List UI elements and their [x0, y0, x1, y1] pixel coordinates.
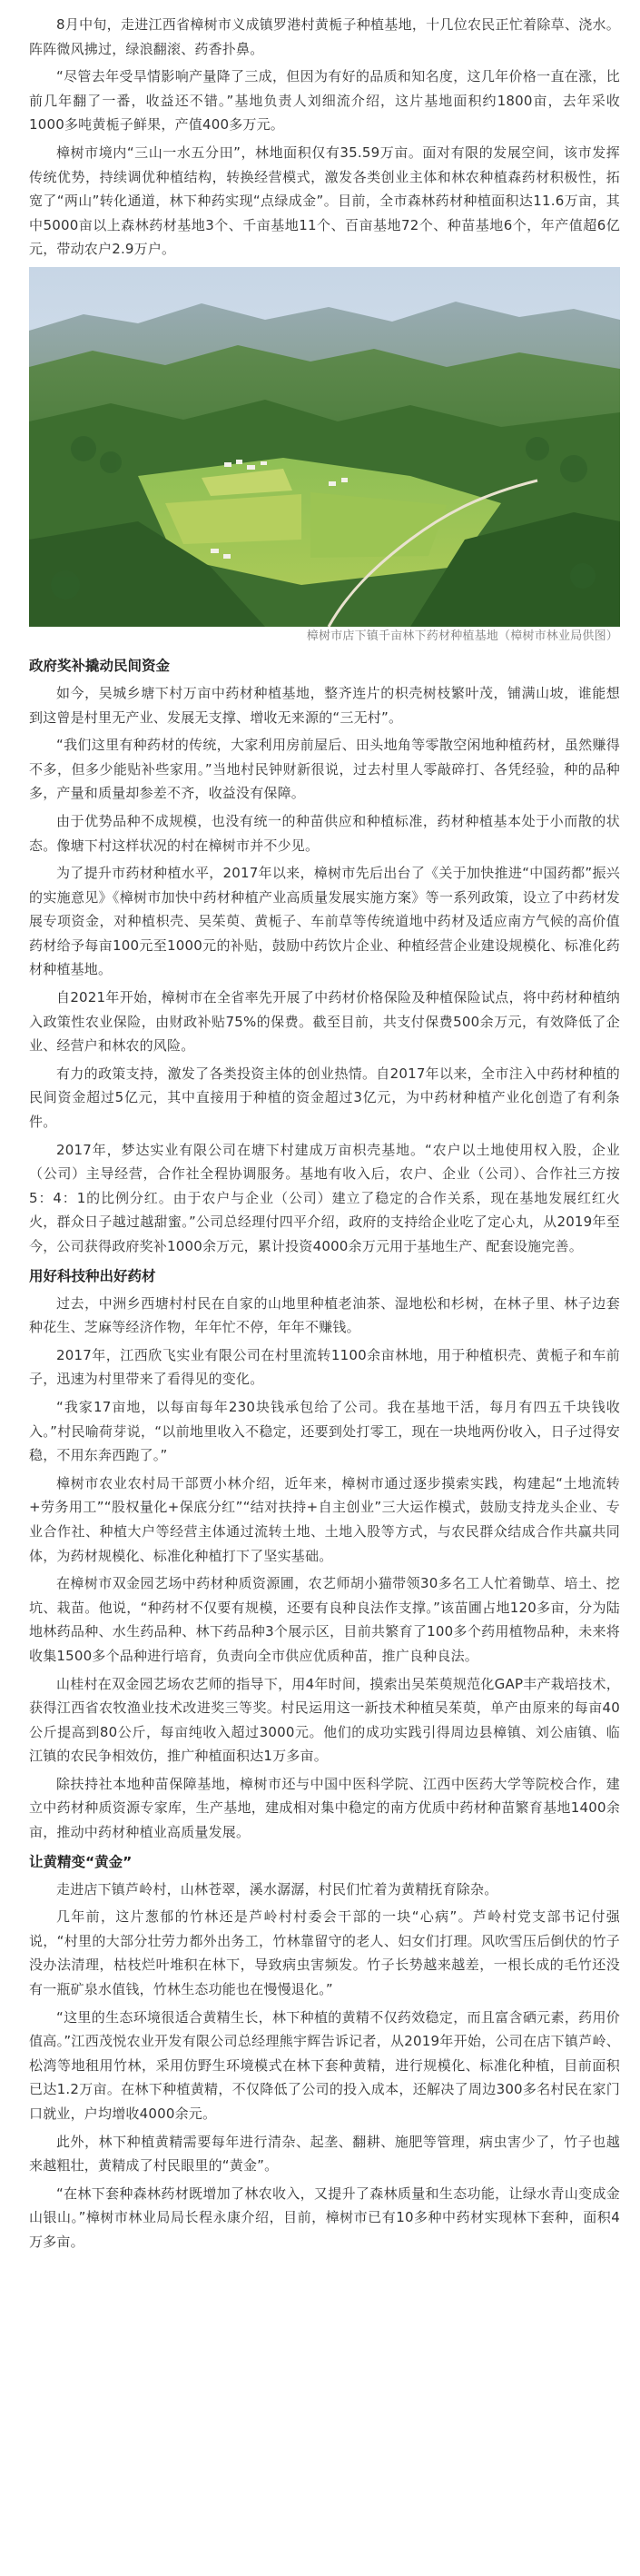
section-paragraph: 此外，林下种植黄精需要每年进行清杂、起垄、翻耕、施肥等管理，病虫害少了，竹子也越来越粗壮，黄精成了村民眼里的“黄金”。	[29, 2133, 620, 2175]
section-paragraph: 2017年，梦达实业有限公司在塘下村建成万亩枳壳基地。“农户以土地使用权入股，企业（公司）主导经营，合作社全程协调服务。基地有收入后，农户、企业（公司）、合作社三方按5：4：1的比例分红。由于农户与企业（公司）建立了稳定的合作关系，现在基地发展红红火火，群众日子越过越甜蜜。”公司总经理付四平介绍，政府的支持给企业吃了定心丸，从2019年至今，公司获得政府奖补1000余万元，累计投资4000余万元用于基地生产、配套设施完善。	[29, 1141, 620, 1254]
section-heading: 用好科技种出好药材	[29, 1267, 156, 1284]
section-paragraph: 过去，中洲乡西塘村村民在自家的山地里种植老油茶、湿地松和杉树，在林子里、林子边套种花生、芝麻等经济作物，年年忙不停，年年不赚钱。	[29, 1294, 620, 1336]
section-paragraph: 如今，吴城乡塘下村万亩中药材种植基地，整齐连片的枳壳树枝繁叶茂，铺满山坡，谁能想到这曾是村里无产业、发展无支撑、增收无来源的“三无村”。	[29, 684, 620, 726]
photo-figure	[29, 267, 620, 647]
section-paragraph: “这里的生态环境很适合黄精生长，林下种植的黄精不仅药效稳定，而且富含硒元素，药用价值高。”江西茂悦农业开发有限公司总经理熊宇辉告诉记者，从2019年开始，公司在店下镇芦岭、松湾等地租用竹林，采用仿野生环境模式在林下套种黄精，进行规模化、标准化种植，目前面积已达1.2万亩。在林下种植黄精，不仅降低了公司的投入成本，还解决了周边300多名村民在家门口就业，户均增收4000余元。	[29, 2008, 620, 2122]
landscape-photo	[29, 267, 620, 627]
intro-paragraph: “尽管去年受旱情影响产量降了三成，但因为有好的品质和知名度，这几年价格一直在涨，比前几年翻了一番，收益还不错。”基地负责人刘细流介绍，这片基地面积约1800亩，去年采收1000多吨黄栀子鲜果，产值400多万元。	[29, 68, 620, 134]
intro-paragraph: 樟树市境内“三山一水五分田”，林地面积仅有35.59万亩。面对有限的发展空间，该市发挥传统优势，持续调优种植结构，转换经营模式，激发各类创业主体和林农种植森药材积极性，拓宽了“两山”转化通道，林下种药实现“点绿成金”。目前，全市森林药材种植面积达11.6万亩，其中5000亩以上森林药材基地3个、千亩基地11个、百亩基地72个、种苗基地6个，年产值超6亿元，带动农户2.9万户。	[29, 144, 620, 258]
section-policy	[29, 654, 620, 1259]
section-paragraph: 自2021年开始，樟树市在全省率先开展了中药材价格保险及种植保险试点，将中药材种植纳入政策性农业保险，由财政补贴75%的保费。截至目前，共支付保费500余万元，有效降低了企业、经营户和林农的风险。	[29, 989, 620, 1055]
section-paragraph: “我家17亩地，以每亩每年230块钱承包给了公司。我在基地干活，每月有四五千块钱收入。”村民喻荷芽说，“以前地里收入不稳定，还要到处打零工，现在一块地两份收入，日子过得安稳，不用东奔西跑了。”	[29, 1398, 620, 1464]
intro-paragraph: 8月中旬，走进江西省樟树市义成镇罗港村黄栀子种植基地，十几位农民正忙着除草、浇水。阵阵微风拂过，绿浪翻滚、药香扑鼻。	[29, 16, 620, 57]
section-heading: 政府奖补撬动民间资金	[29, 657, 171, 674]
section-heading: 让黄精变“黄金”	[29, 1853, 133, 1870]
photo-caption: 樟树市店下镇千亩林下药材种植基地（樟树市林业局供图）	[306, 629, 618, 643]
section-huangjing	[29, 1850, 620, 2254]
section-paragraph: 樟树市农业农村局干部贾小林介绍，近年来，樟树市通过逐步摸索实践，构建起“土地流转+劳务用工”“股权量化+保底分红”“结对扶持+自主创业”三大运作模式，鼓励支持龙头企业、专业合作社、种植大户等经营主体通过流转土地、土地入股等方式，与农民群众结成合作共赢共同体，为药材规模化、标准化种植打下了坚实基础。	[29, 1474, 620, 1564]
section-paragraph: “在林下套种森林药材既增加了林农收入，又提升了森林质量和生态功能，让绿水青山变成金山银山。”樟树市林业局局长程永康介绍，目前，樟树市已有10多种中药材实现林下套种，面积4万多亩。	[29, 2185, 620, 2250]
section-paragraph: 2017年，江西欣飞实业有限公司在村里流转1100余亩林地，用于种植枳壳、黄栀子和车前子，迅速为村里带来了看得见的变化。	[29, 1346, 620, 1388]
section-paragraph: 有力的政策支持，激发了各类投资主体的创业热情。自2017年以来，全市注入中药材种植的民间资金超过5亿元，其中直接用于种植的资金超过3亿元，为中药材种植产业化创造了有利条件。	[29, 1065, 620, 1131]
article-intro	[29, 13, 620, 262]
section-paragraph: 几年前，这片葱郁的竹林还是芦岭村村委会干部的一块“心病”。芦岭村党支部书记付强说，“村里的大部分壮劳力都外出务工，竹林靠留守的老人、妇女们打理。风吹雪压后倒伏的竹子没办法清理，枯枝烂叶堆积在林下，导致病虫害频发。竹子长势越来越差，一根长成的毛竹还没有一瓶矿泉水值钱，竹林生态功能也在慢慢退化。”	[29, 1908, 620, 1998]
section-paragraph: 在樟树市双金园艺场中药材种质资源圃，农艺师胡小猫带领30多名工人忙着锄草、培土、挖坑、栽苗。他说，“种药材不仅要有规模，还要有良种良法作支撑。”该苗圃占地120多亩，分为陆地林药品种、水生药品种、林下药品种3个展示区，目前共繁育了100多个药用植物品种，未来将收集1500多个品种进行培育，负责向全市供应优质种苗，推广良种良法。	[29, 1575, 620, 1664]
section-paragraph: 山桂村在双金园艺场农艺师的指导下，用4年时间，摸索出吴茱萸规范化GAP丰产栽培技术，获得江西省农牧渔业技术改进奖三等奖。村民运用这一新技术种植吴茱萸，单产由原来的每亩40公斤提高到80公斤，每亩纯收入超过3000元。他们的成功实践引得周边县樟镇、刘公庙镇、临江镇的农民争相效仿，推广种植面积达1万多亩。	[29, 1675, 620, 1765]
section-technology	[29, 1264, 620, 1845]
section-paragraph: 除扶持社本地种苗保障基地，樟树市还与中国中医科学院、江西中医药大学等院校合作，建立中药材种质资源专家库，生产基地，建成相对集中稳定的南方优质中药材种苗繁育基地1400余亩，推动中药材种植业高质量发展。	[29, 1775, 620, 1841]
section-paragraph: 走进店下镇芦岭村，山林苍翠，溪水潺潺，村民们忙着为黄精抚育除杂。	[56, 1880, 498, 1897]
section-paragraph: 由于优势品种不成规模，也没有统一的种苗供应和种植标准，药材种植基本处于小而散的状态。像塘下村这样状况的村在樟树市并不少见。	[29, 812, 620, 854]
section-paragraph: “我们这里有种药材的传统，大家利用房前屋后、田头地角等零散空闲地种植药材，虽然赚得不多，但多少能贴补些家用。”当地村民钟财新很说，过去村里人零敲碎打、各凭经验，种的品种多，产量和质量却参差不齐，收益没有保障。	[29, 737, 620, 802]
section-paragraph: 为了提升市药材种植水平，2017年以来，樟树市先后出台了《关于加快推进“中国药都”振兴的实施意见》《樟树市加快中药材种植产业高质量发展实施方案》等一系列政策，设立了中药材发展专项资金，对种植枳壳、吴茱萸、黄栀子、车前草等传统道地中药材及适应南方气候的高价值药材给予每亩100元至1000元的补贴，鼓励中药饮片企业、种植经营企业建设规模化、标准化药材种植基地。	[29, 865, 620, 978]
